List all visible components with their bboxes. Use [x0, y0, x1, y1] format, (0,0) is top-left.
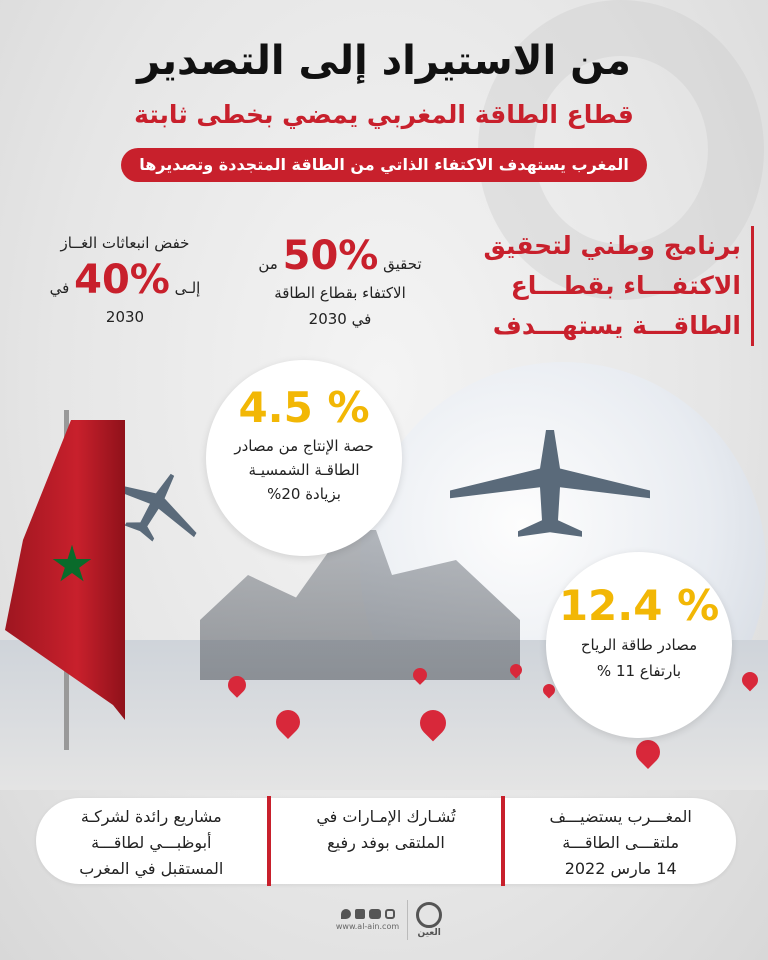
bubble-line: مصادر طاقة الرياح [580, 636, 698, 654]
program-line: برنامج وطني لتحقيق [483, 231, 741, 260]
twitter-icon[interactable] [341, 909, 351, 919]
bubble-value: 4.5 % [238, 383, 370, 432]
fact-forum [505, 798, 736, 884]
wind-stat-bubble [546, 552, 732, 738]
fact-line: المستقبل في المغرب [79, 859, 224, 878]
social-block [336, 909, 399, 931]
social-icons [336, 909, 399, 919]
fact-line: ملتقـــى الطاقـــة [562, 833, 680, 852]
page-title: من الاستيراد إلى التصدير [137, 38, 631, 84]
stat-pre: تحقيق [383, 255, 422, 273]
stat-value: 50% [282, 233, 379, 279]
facts-card [36, 798, 736, 884]
fact-uae [271, 798, 502, 884]
stat-pre: إلـى [174, 279, 201, 297]
bubble-line: بزيادة 20% [267, 485, 341, 503]
fact-line: مشاريع رائدة لشركـة [80, 807, 222, 826]
banner-wrap [0, 148, 768, 182]
youtube-icon[interactable] [369, 909, 381, 919]
bubble-line: الطاقـة الشمسيـة [248, 461, 360, 479]
fact-line: تُشـارك الإمـارات في [316, 807, 456, 826]
program-line: الاكتفـــاء بقطـــاع [510, 271, 741, 300]
instagram-icon[interactable] [385, 909, 395, 919]
banner: المغرب يستهدف الاكتفاء الذاتي من الطاقة المتجددة وتصديرها [121, 148, 647, 182]
divider [407, 900, 408, 940]
bubble-line: بارتفاع 11 % [596, 662, 682, 680]
footer [324, 895, 454, 945]
program-line: الطاقـــة يستهـــدف [492, 311, 741, 340]
stat-line: الاكتفاء بقطاع الطاقة [274, 284, 406, 302]
bubble-line: حصة الإنتاج من مصادر [234, 437, 374, 455]
stat-value: 40% [74, 257, 170, 303]
fact-projects [36, 798, 267, 884]
fact-line: المغـــرب يستضيـــف [549, 807, 692, 826]
stat-emissions [30, 230, 220, 330]
brand-name: العين [417, 928, 441, 938]
divider [267, 796, 271, 886]
stat-line: 2030 [105, 308, 145, 326]
facebook-icon[interactable] [355, 909, 365, 919]
stat-self-sufficiency [240, 232, 440, 332]
page-subtitle: قطاع الطاقة المغربي يمضي بخطى ثابتة [134, 100, 634, 129]
fact-line: الملتقى بوفد رفيع [327, 833, 445, 852]
divider [501, 796, 505, 886]
brand-logo [416, 902, 442, 938]
fact-line: أبوظبـــي لطاقـــة [91, 833, 212, 852]
stat-post: في [49, 279, 70, 297]
fact-line: 14 مارس 2022 [564, 859, 677, 878]
logo-icon [416, 902, 442, 928]
bubble-value: 12.4 % [558, 581, 720, 630]
stat-line: خفض انبعاثات الغــاز [60, 234, 190, 252]
stat-line: في 2030 [308, 310, 372, 328]
program-heading [483, 226, 754, 346]
solar-stat-bubble [206, 360, 402, 556]
stat-post: من [258, 255, 278, 273]
website-link[interactable]: www.al-ain.com [335, 922, 400, 931]
